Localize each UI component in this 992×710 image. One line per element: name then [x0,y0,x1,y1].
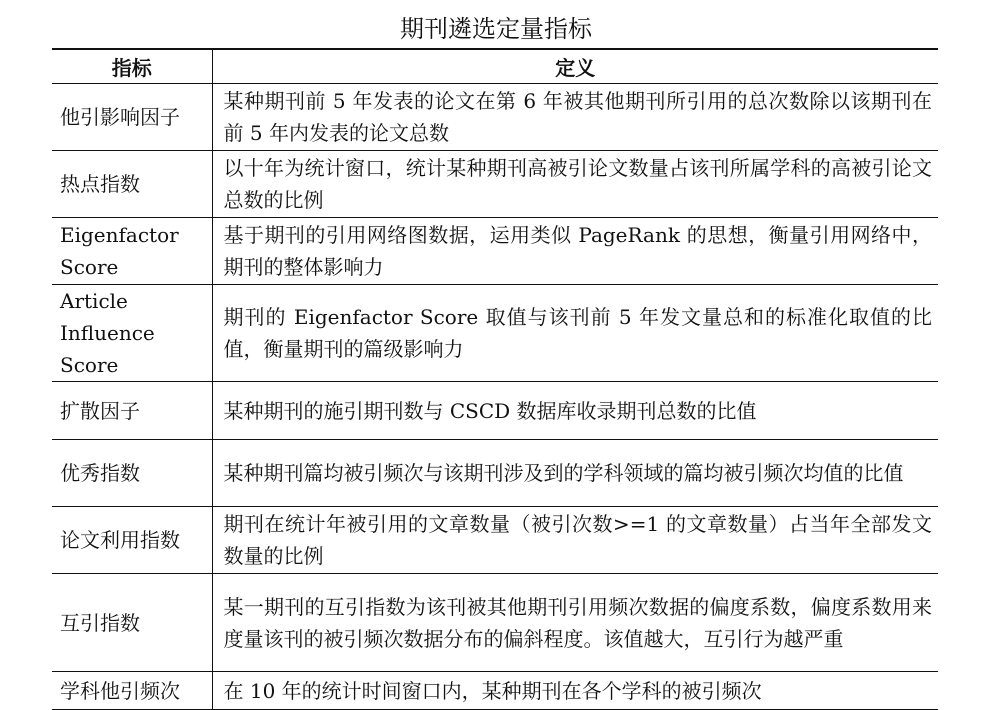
header-definition: 定义 [212,49,938,84]
table-title: 期刊遴选定量指标 [400,15,592,43]
metrics-table [52,48,938,710]
indicator-name: 优秀指数 [52,440,212,507]
table-row [52,382,938,440]
table-row [52,672,938,710]
indicator-definition: 某种期刊前 5 年发表的论文在第 6 年被其他期刊所引用的总次数除以该期刊在前 5 年内发表的论文总数 [212,84,938,151]
table-row [52,84,938,151]
header-row [52,49,938,84]
indicator-name: 论文利用指数 [52,507,212,574]
indicator-definition: 期刊的 Eigenfactor Score 取值与该刊前 5 年发文量总和的标准化取值的比值，衡量期刊的篇级影响力 [212,285,938,382]
indicator-definition: 某种期刊篇均被引频次与该期刊涉及到的学科领域的篇均被引频次均值的比值 [212,440,938,507]
header-indicator: 指标 [52,49,212,84]
indicator-name: 热点指数 [52,151,212,218]
indicator-name: 互引指数 [52,574,212,672]
indicator-name: 学科他引频次 [52,672,212,710]
indicator-name: 扩散因子 [52,382,212,440]
table-row [52,285,938,382]
indicator-definition: 在 10 年的统计时间窗口内，某种期刊在各个学科的被引频次 [212,672,938,710]
indicator-definition: 某一期刊的互引指数为该刊被其他期刊引用频次数据的偏度系数，偏度系数用来度量该刊的被引频次数据分布的偏斜程度。该值越大，互引行为越严重 [212,574,938,672]
indicator-name: Eigenfactor Score [52,218,212,285]
table-row [52,507,938,574]
indicator-name: 他引影响因子 [52,84,212,151]
indicator-definition: 以十年为统计窗口，统计某种期刊高被引论文数量占该刊所属学科的高被引论文总数的比例 [212,151,938,218]
table-row [52,574,938,672]
table-row [52,218,938,285]
indicator-name: Article Influence Score [52,285,212,382]
table-row [52,440,938,507]
table-row [52,151,938,218]
indicator-definition: 期刊在统计年被引用的文章数量（被引次数>=1 的文章数量）占当年全部发文数量的比例 [212,507,938,574]
indicator-definition: 某种期刊的施引期刊数与 CSCD 数据库收录期刊总数的比值 [212,382,938,440]
indicator-definition: 基于期刊的引用网络图数据，运用类似 PageRank 的思想，衡量引用网络中，期刊的整体影响力 [212,218,938,285]
